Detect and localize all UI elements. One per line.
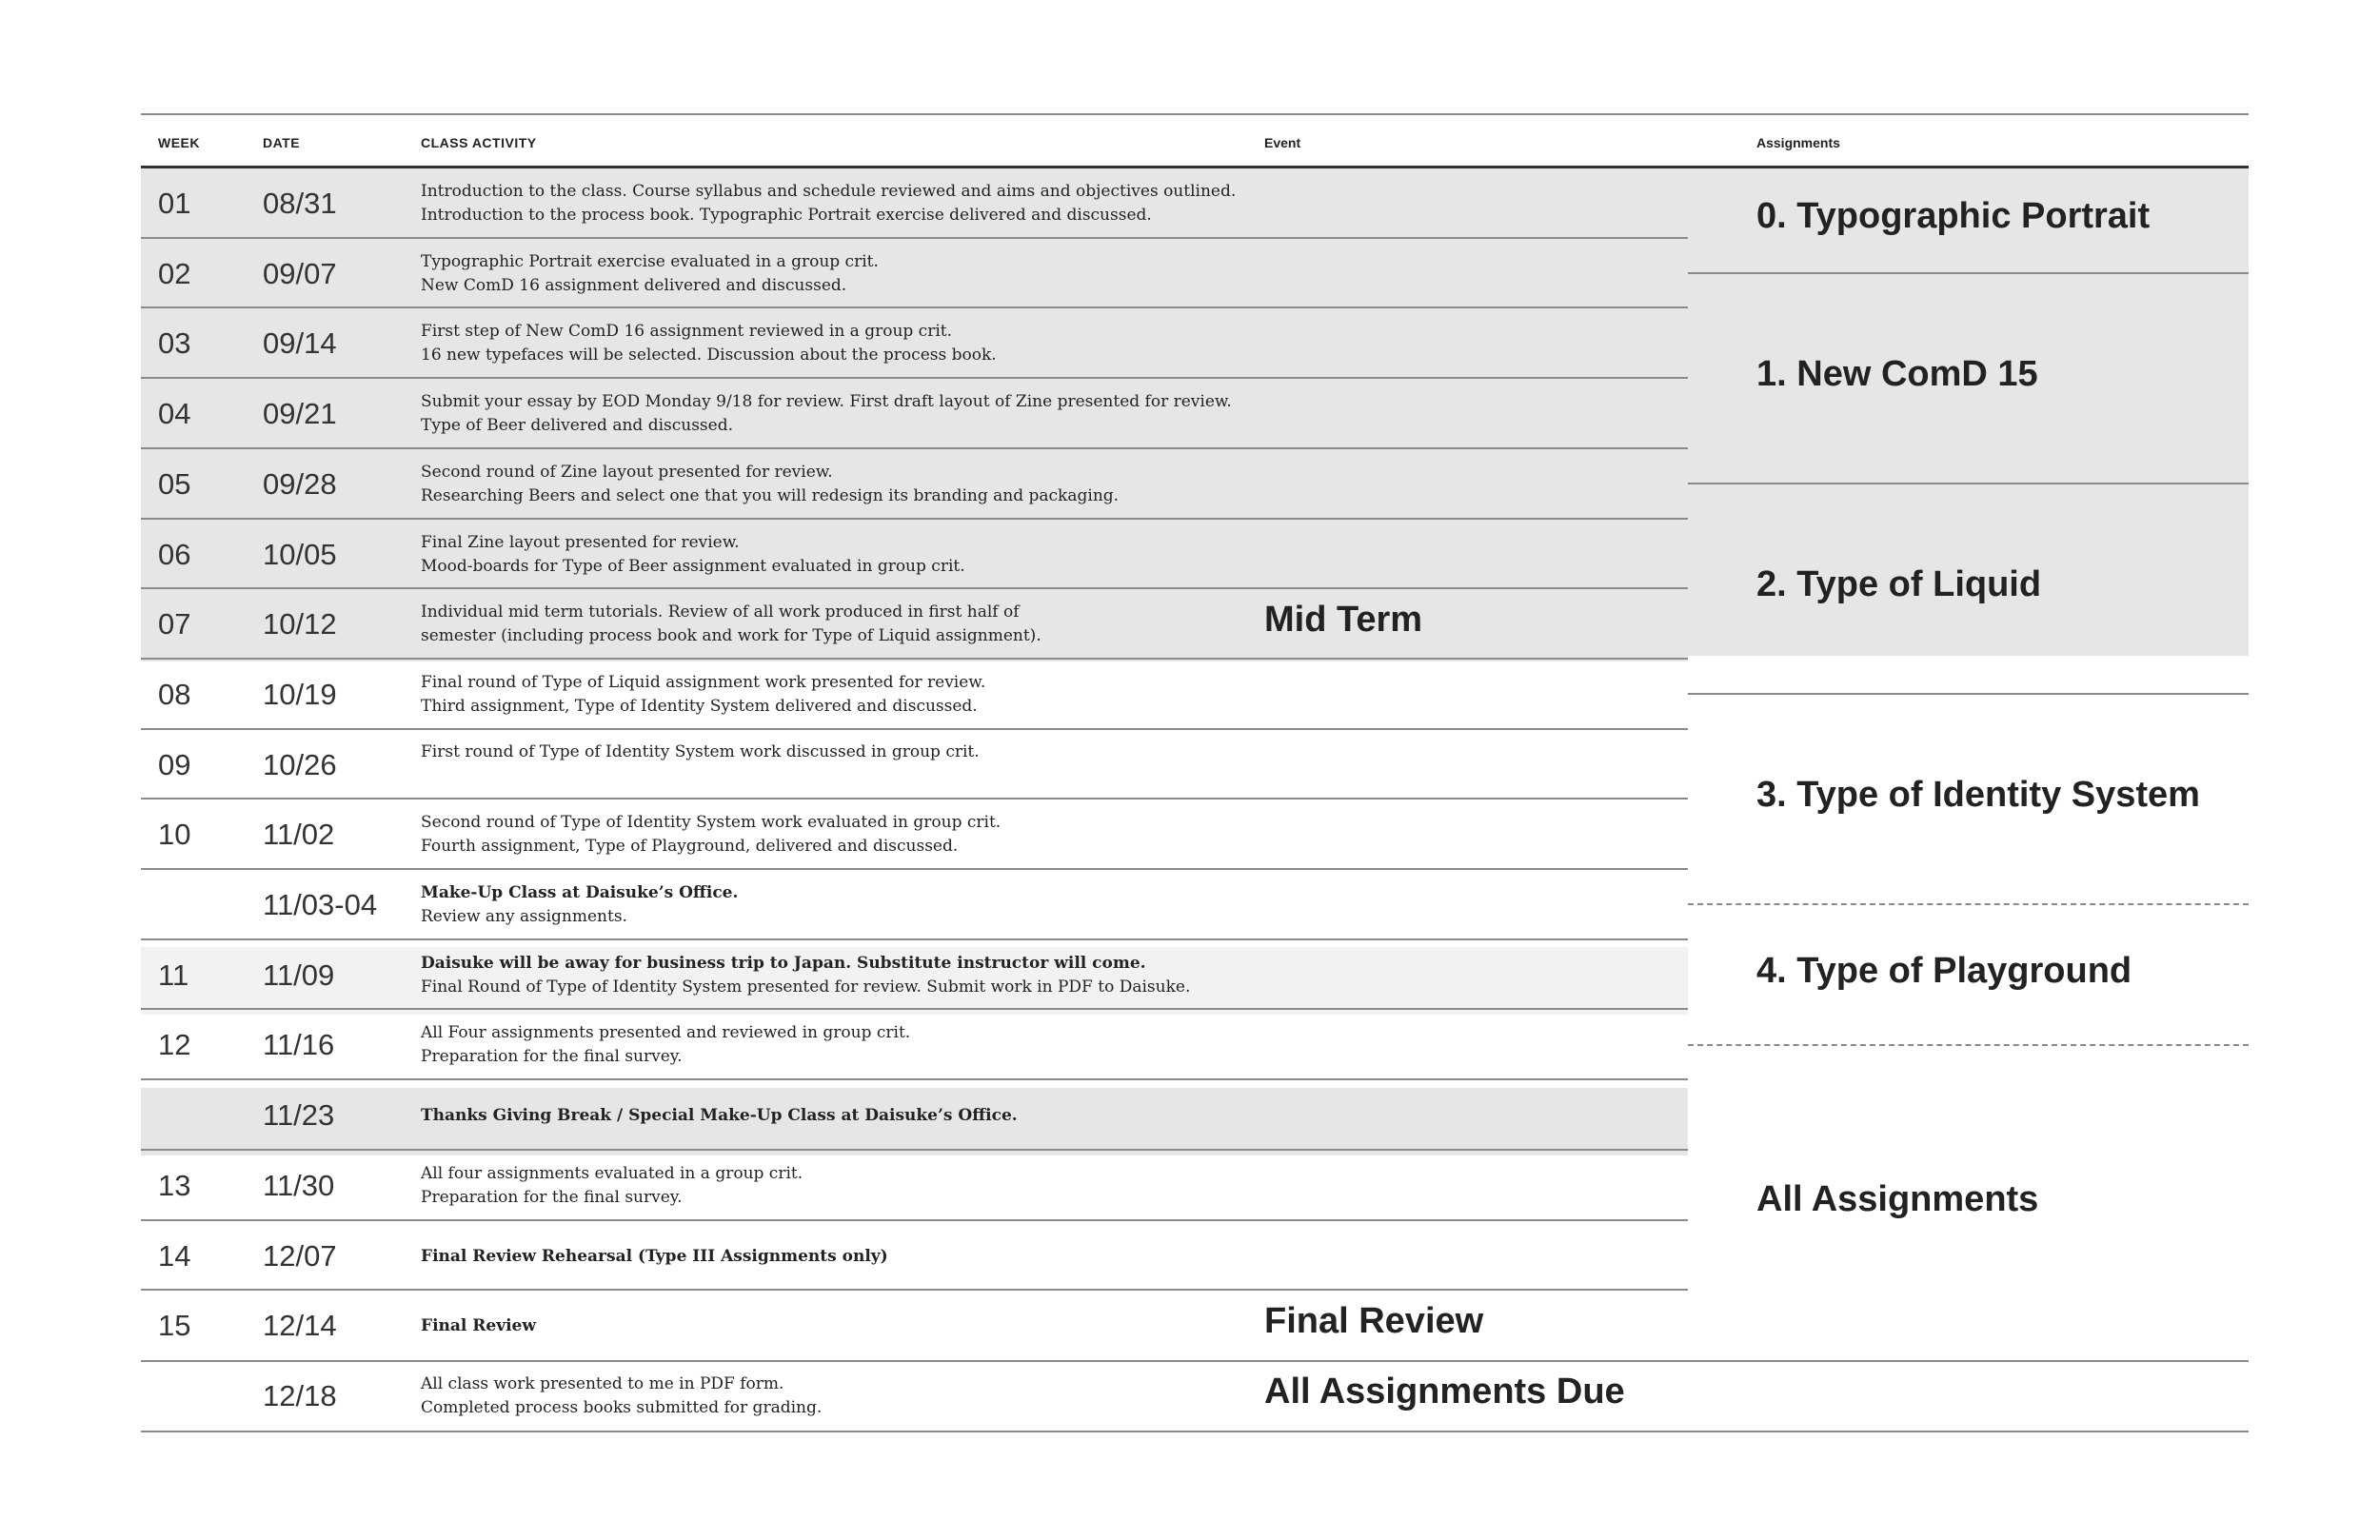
class-activity: [421, 308, 1278, 379]
table-row: [141, 239, 1688, 309]
week-number: 05: [158, 467, 191, 501]
row-separator: [141, 587, 1688, 589]
class-activity: [421, 589, 1278, 660]
activity-line: All Four assignments presented and reviewed in group crit.: [421, 1023, 911, 1042]
row-separator: [141, 518, 1688, 520]
row-separator: [141, 377, 1688, 379]
table-row: [141, 1151, 1688, 1221]
class-date: 10/26: [263, 748, 337, 781]
assignment-type-of-identity-system: 3. Type of Identity System: [1756, 775, 2200, 815]
activity-line: Typographic Portrait exercise evaluated in a group crit.: [421, 252, 879, 271]
assignment-type-of-liquid: 2. Type of Liquid: [1756, 564, 2042, 604]
activity-line: Final Review: [421, 1315, 537, 1335]
class-date: 12/14: [263, 1309, 337, 1342]
class-activity: [421, 940, 1278, 1011]
activity-line: Final Round of Type of Identity System presented for review. Submit work in PDF to Daisuke.: [421, 977, 1191, 997]
activity-line: Introduction to the process book. Typographic Portrait exercise delivered and discussed.: [421, 206, 1152, 225]
class-activity: [421, 1010, 1278, 1080]
activity-line: First round of Type of Identity System work discussed in group crit.: [421, 742, 980, 761]
assignment-all: All Assignments: [1756, 1179, 2039, 1219]
activity-line: Fourth assignment, Type of Playground, delivered and discussed.: [421, 837, 959, 856]
bottom-rule: [141, 1431, 2249, 1432]
row-separator: [141, 1008, 1688, 1010]
week-number: 04: [158, 397, 191, 430]
class-activity: [421, 1151, 1278, 1221]
activity-line: Researching Beers and select one that you will redesign its branding and packaging.: [421, 486, 1120, 505]
activity-line: Introduction to the class. Course syllabus and schedule reviewed and aims and objectives outlined.: [421, 182, 1237, 201]
class-date: 11/30: [263, 1169, 335, 1202]
table-row: [141, 660, 1688, 730]
assignment-typographic-portrait: 0. Typographic Portrait: [1756, 196, 2151, 236]
week-number: 09: [158, 748, 191, 781]
header-date: DATE: [263, 135, 301, 150]
row-separator: [141, 1078, 1688, 1080]
assign-sep-1-2: [1688, 483, 2249, 484]
table-row: [141, 1080, 1688, 1151]
table-row: [141, 730, 1688, 800]
class-activity: [421, 449, 1278, 520]
class-date: 11/03-04: [263, 888, 378, 921]
week-number: 10: [158, 818, 191, 851]
full-rule-final: [141, 1360, 2249, 1362]
activity-line: Submit your essay by EOD Monday 9/18 for review. First draft layout of Zine presented for review.: [421, 392, 1232, 411]
table-row: [141, 520, 1688, 590]
activity-line: All class work presented to me in PDF form.: [421, 1374, 784, 1393]
class-date: 10/05: [263, 538, 337, 571]
row-separator: [141, 938, 1688, 940]
event-final-review: Final Review: [1264, 1301, 1484, 1341]
week-number: 13: [158, 1169, 191, 1202]
activity-line: Review any assignments.: [421, 907, 627, 926]
activity-line: Preparation for the final survey.: [421, 1047, 683, 1066]
table-row: [141, 449, 1688, 520]
class-date: 10/12: [263, 607, 337, 641]
activity-line: Completed process books submitted for grading.: [421, 1398, 823, 1417]
event-all-due: All Assignments Due: [1264, 1372, 1625, 1412]
class-activity: [421, 1361, 1278, 1431]
week-number: 14: [158, 1239, 191, 1273]
assignment-type-of-playground: 4. Type of Playground: [1756, 951, 2132, 991]
assign-sep-4-all: [1688, 1044, 2249, 1046]
header-assignments: Assignments: [1756, 135, 1840, 150]
table-row: [141, 800, 1688, 870]
row-separator: [141, 1219, 1688, 1221]
table-row: [141, 1010, 1688, 1080]
assign-sep-0-1: [1688, 272, 2249, 274]
class-date: 08/31: [263, 187, 337, 220]
row-separator: [141, 1289, 1688, 1291]
activity-line: First step of New ComD 16 assignment reviewed in a group crit.: [421, 322, 953, 341]
activity-line: All four assignments evaluated in a group crit.: [421, 1164, 803, 1183]
row-separator: [141, 1149, 1688, 1151]
activity-line: Individual mid term tutorials. Review of all work produced in first half of: [421, 602, 1020, 622]
week-number: 08: [158, 678, 191, 711]
activity-line: Second round of Zine layout presented for review.: [421, 463, 833, 482]
class-activity: [421, 1080, 1278, 1151]
class-date: 11/16: [263, 1028, 335, 1061]
activity-line: Third assignment, Type of Identity System delivered and discussed.: [421, 697, 978, 716]
row-separator: [141, 868, 1688, 870]
table-row: [141, 379, 1688, 449]
week-number: 15: [158, 1309, 191, 1342]
header-week: WEEK: [158, 135, 200, 150]
assignment-new-comd: 1. New ComD 15: [1756, 354, 2038, 394]
activity-line: Daisuke will be away for business trip to Japan. Substitute instructor will come.: [421, 954, 1146, 973]
class-activity: [421, 870, 1278, 940]
row-separator: [141, 306, 1688, 308]
row-separator: [141, 798, 1688, 800]
row-separator: [141, 728, 1688, 730]
table-row: [141, 1221, 1688, 1292]
activity-line: New ComD 16 assignment delivered and discussed.: [421, 276, 847, 295]
class-activity: [421, 379, 1278, 449]
activity-line: Final Review Rehearsal (Type III Assignments only): [421, 1246, 888, 1266]
class-date: 09/14: [263, 326, 337, 360]
activity-line: semester (including process book and work for Type of Liquid assignment).: [421, 626, 1041, 645]
event-mid-term: Mid Term: [1264, 600, 1423, 640]
row-separator: [141, 447, 1688, 449]
class-activity: [421, 660, 1278, 730]
table-row: [141, 589, 1688, 660]
header-event: Event: [1264, 135, 1301, 150]
activity-line: Mood-boards for Type of Beer assignment evaluated in group crit.: [421, 557, 965, 576]
activity-line: Make-Up Class at Daisuke’s Office.: [421, 883, 739, 902]
week-number: 01: [158, 187, 191, 220]
week-number: 07: [158, 607, 191, 641]
class-date: 09/07: [263, 257, 337, 290]
class-activity: [421, 1221, 1278, 1292]
activity-line: Final round of Type of Liquid assignment work presented for review.: [421, 673, 986, 692]
week-number: 06: [158, 538, 191, 571]
class-date: 11/09: [263, 958, 335, 992]
class-activity: [421, 239, 1278, 309]
week-number: 03: [158, 326, 191, 360]
activity-line: Preparation for the final survey.: [421, 1188, 683, 1207]
class-date: 09/21: [263, 397, 337, 430]
class-date: 10/19: [263, 678, 337, 711]
class-date: 12/18: [263, 1379, 337, 1412]
week-number: 11: [158, 958, 189, 992]
class-date: 11/02: [263, 818, 335, 851]
activity-line: Second round of Type of Identity System work evaluated in group crit.: [421, 813, 1002, 832]
table-row: [141, 168, 1688, 239]
assign-sep-2-3: [1688, 693, 2249, 695]
table-row: [141, 940, 1688, 1011]
activity-line: Thanks Giving Break / Special Make-Up Class at Daisuke’s Office.: [421, 1105, 1018, 1125]
table-row: [141, 870, 1688, 940]
row-separator: [141, 658, 1688, 660]
header-activity: CLASS ACTIVITY: [421, 135, 537, 150]
activity-line: 16 new typefaces will be selected. Discussion about the process book.: [421, 346, 997, 365]
class-date: 09/28: [263, 467, 337, 501]
week-number: 12: [158, 1028, 191, 1061]
class-activity: [421, 800, 1278, 870]
assign-sep-3-4: [1688, 903, 2249, 905]
week-number: 02: [158, 257, 191, 290]
class-activity: [421, 168, 1278, 239]
table-row: [141, 308, 1688, 379]
activity-line: Final Zine layout presented for review.: [421, 533, 740, 552]
row-separator: [141, 237, 1688, 239]
top-rule: [141, 113, 2249, 115]
activity-line: Type of Beer delivered and discussed.: [421, 416, 733, 435]
class-activity: [421, 1291, 1278, 1361]
class-date: 11/23: [263, 1098, 335, 1132]
class-activity: [421, 520, 1278, 590]
class-date: 12/07: [263, 1239, 337, 1273]
